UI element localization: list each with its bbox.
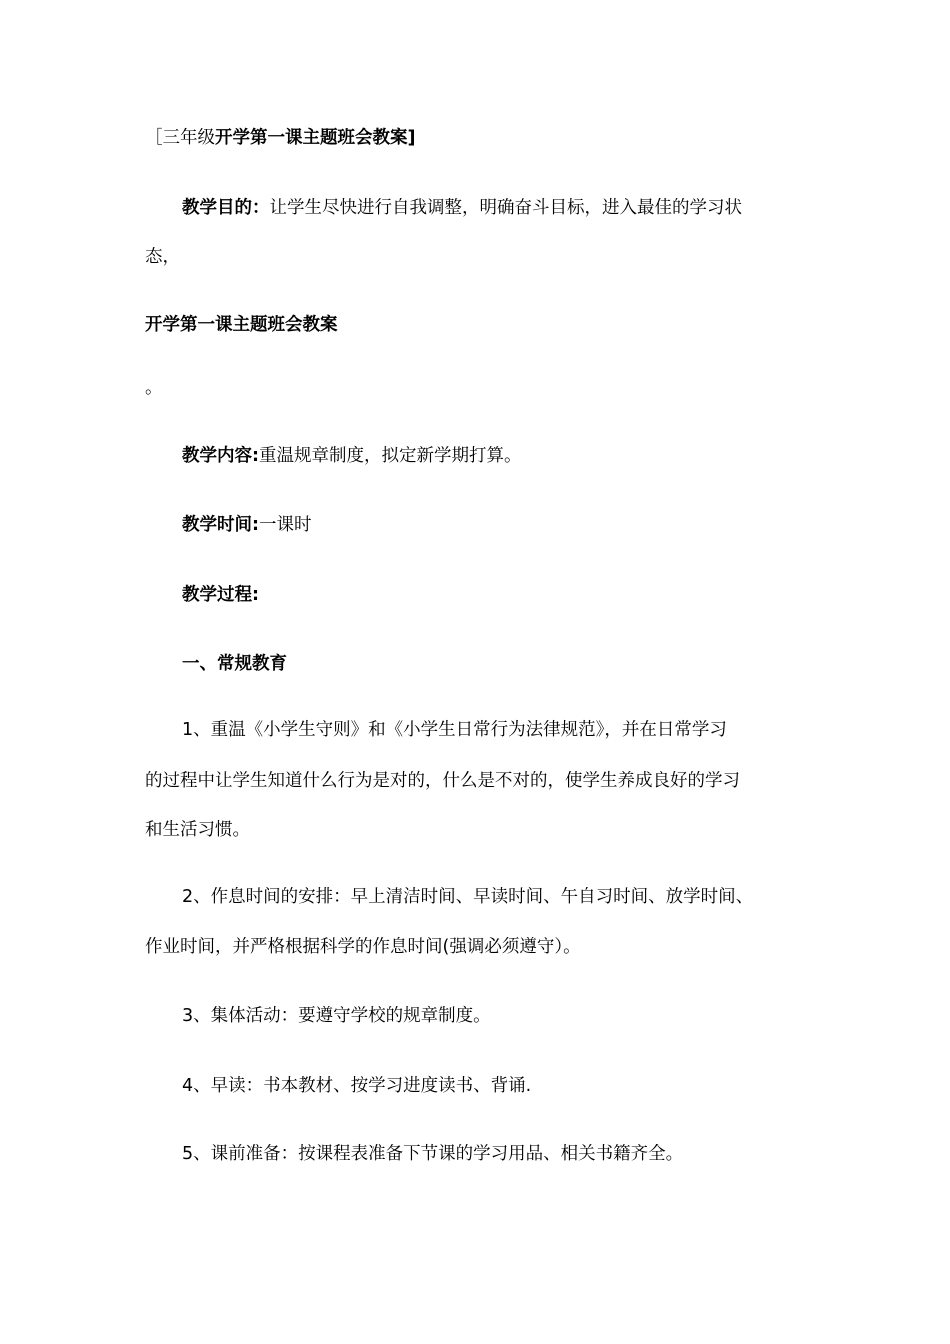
item2-line-2: 作业时间，并严格根据科学的作息时间(强调必须遵守）。 <box>145 937 581 957</box>
item5: 5、课前准备：按课程表准备下节课的学习用品、相关书籍齐全。 <box>182 1144 684 1164</box>
process-label: 教学过程: <box>182 585 259 605</box>
item2-line-1: 2、作息时间的安排：早上清洁时间、早读时间、午自习时间、放学时间、 <box>182 887 754 907</box>
item3: 3、集体活动：要遵守学校的规章制度。 <box>182 1006 491 1026</box>
objective-line-1 <box>182 196 742 220</box>
title-grade: 三年级 <box>162 128 215 148</box>
content-label: 教学内容: <box>182 446 259 466</box>
objective-text: 让学生尽快进行自我调整，明确奋斗目标，进入最佳的学习状 <box>269 198 742 218</box>
document-title <box>145 126 416 150</box>
item1-line-3: 和生活习惯。 <box>145 820 250 840</box>
item1-line-2: 的过程中让学生知道什么行为是对的，什么是不对的，使学生养成良好的学习 <box>145 771 740 791</box>
section1-heading: 一、常规教育 <box>182 654 287 674</box>
title-bracket: ［ <box>145 128 163 148</box>
time-text: 一课时 <box>259 515 312 535</box>
item4: 4、早读：书本教材、按学习进度读书、背诵. <box>182 1076 532 1096</box>
time-label: 教学时间: <box>182 515 259 535</box>
title-main: 开学第一课主题班会教案] <box>215 128 416 148</box>
time-line <box>182 513 312 537</box>
item1-line-1: 1、重温《小学生守则》和《小学生日常行为法律规范》，并在日常学习 <box>182 720 727 740</box>
content-line <box>182 444 522 468</box>
content-text: 重温规章制度，拟定新学期打算。 <box>259 446 522 466</box>
objective-line-2: 态， <box>145 247 180 267</box>
subtitle: 开学第一课主题班会教案 <box>145 315 338 335</box>
objective-label: 教学目的： <box>182 198 270 218</box>
period-mark: 。 <box>145 378 163 398</box>
